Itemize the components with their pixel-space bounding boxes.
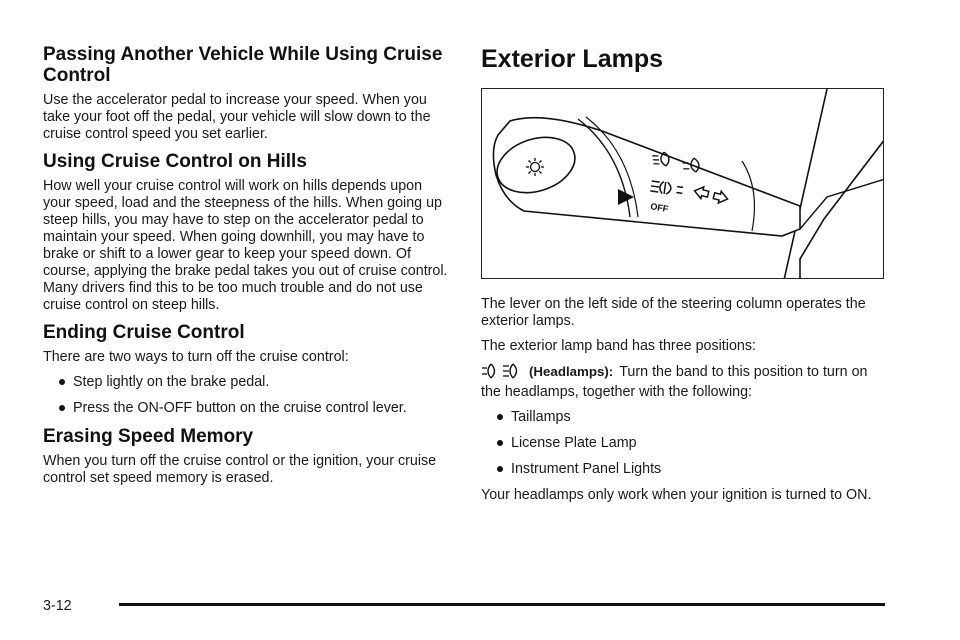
bullet-icon <box>59 379 65 385</box>
page-title: Exterior Lamps <box>481 45 664 73</box>
paragraph-erasing: When you turn off the cruise control or the ignition, your cruise control set speed memory is erased. <box>43 453 437 486</box>
list-item-text: License Plate Lamp <box>511 435 637 451</box>
paragraph-lever: The lever on the left side of the steering column operates the exterior lamps. <box>481 296 866 329</box>
list-item-text: Step lightly on the brake pedal. <box>73 374 270 390</box>
headlamp-symbol-icon <box>481 363 525 384</box>
lamp-lever-figure <box>481 88 884 279</box>
paragraph-hills: How well your cruise control will work on hills depends upon your speed, load and the steepness of the hills. When going up steep hills, you may have to step on the accelerator pedal to maintain your speed. When going downhill, you may have to brake or shift to a lower gear to keep your speed down. Of course, applying the brake pedal takes you out of cruise control. Many drivers find this to be too much trouble and do not use cruise control on steep hills. <box>43 178 448 313</box>
right-column <box>481 44 886 74</box>
heading-hills: Using Cruise Control on Hills <box>43 151 307 172</box>
list-item <box>481 461 886 478</box>
bullet-icon <box>497 440 503 446</box>
footer-rule <box>119 603 885 606</box>
headlamps-label: (Headlamps): <box>529 364 614 379</box>
list-item-text: Press the ON-OFF button on the cruise control lever. <box>73 400 407 416</box>
paragraph-ignition: Your headlamps only work when your ignition is turned to ON. <box>481 487 872 503</box>
list-item <box>481 409 886 426</box>
list-item <box>43 400 453 417</box>
list-item <box>43 374 453 391</box>
list-item-text: Instrument Panel Lights <box>511 461 662 477</box>
left-column <box>43 44 453 495</box>
list-item <box>481 435 886 452</box>
heading-erasing: Erasing Speed Memory <box>43 426 254 447</box>
paragraph-band: The exterior lamp band has three positions: <box>481 338 756 354</box>
headlamps-description <box>481 363 886 401</box>
heading-passing: Passing Another Vehicle While Using Cruise Control <box>43 44 443 86</box>
paragraph-passing: Use the accelerator pedal to increase your speed. When you take your foot off the pedal, your vehicle will slow down to the cruise control speed you set earlier. <box>43 92 431 142</box>
lamp-lever-illustration <box>482 89 884 279</box>
headlamps-text: Turn the band to this position to turn on the headlamps, together with the following: <box>481 364 868 400</box>
list-item-text: Taillamps <box>511 409 571 425</box>
bullet-icon <box>497 414 503 420</box>
off-label: OFF <box>649 201 670 215</box>
headlamps-bullet-list <box>481 409 886 478</box>
paragraph-ending-intro: There are two ways to turn off the cruise control: <box>43 349 349 365</box>
ending-bullet-list <box>43 374 453 417</box>
bullet-icon <box>497 466 503 472</box>
heading-ending: Ending Cruise Control <box>43 322 245 343</box>
page-number: 3-12 <box>43 598 72 614</box>
right-text <box>481 296 886 512</box>
bullet-icon <box>59 405 65 411</box>
